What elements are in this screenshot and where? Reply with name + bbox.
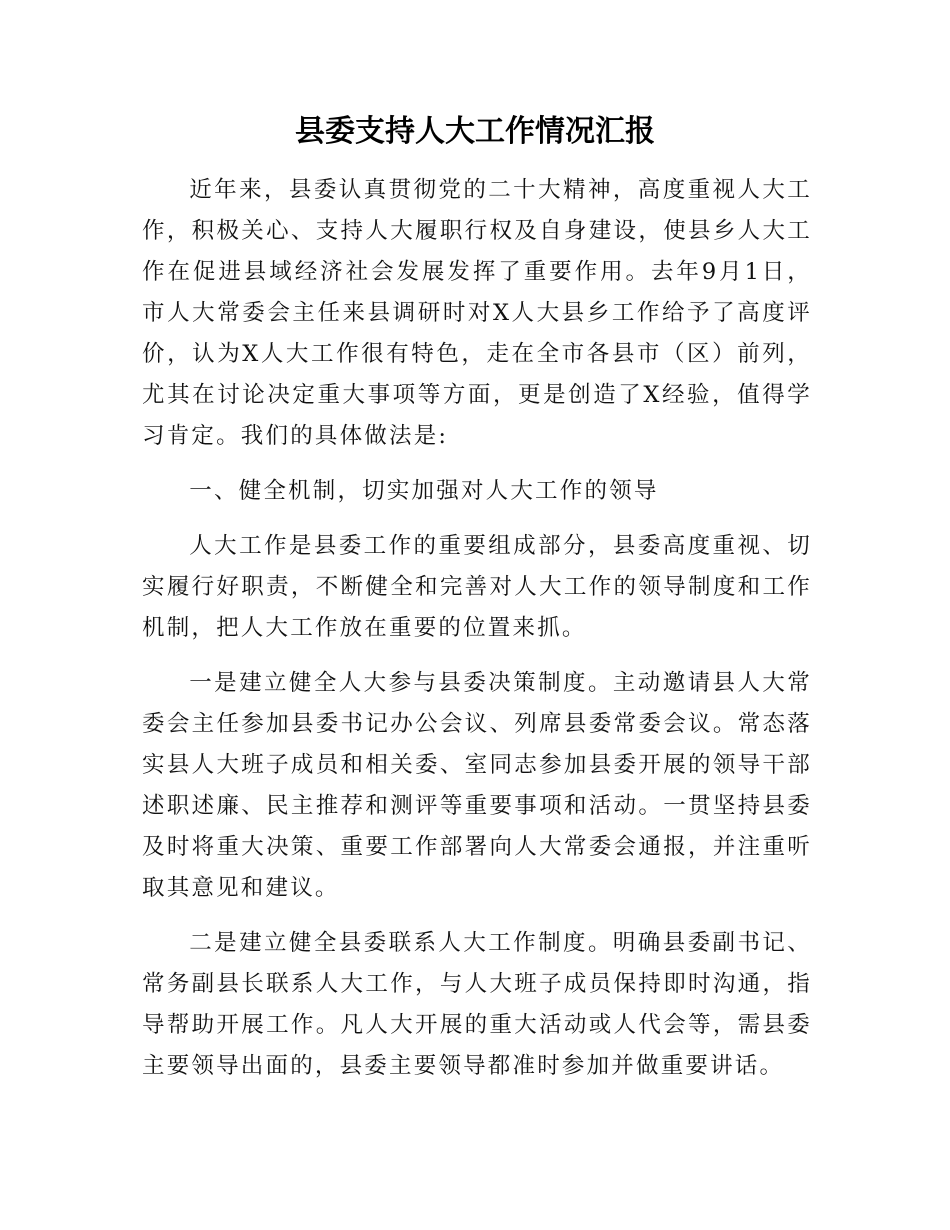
paragraph-intro: 近年来，县委认真贯彻党的二十大精神，高度重视人大工作，积极关心、支持人大履职行权及自身建设，使县乡人大工作在促进县域经济社会发展发挥了重要作用。去年9月1日，市人大常委会主任来县调研时对X人大县乡工作给予了高度评价，认为X人大工作很有特色，走在全市各县市（区）前列，尤其在讨论决定重大事项等方面，更是创造了X经验，值得学习肯定。我们的具体做法是: (142, 177, 812, 449)
document-title: 县委支持人大工作情况汇报 (295, 114, 655, 149)
paragraph-point-2: 二是建立健全县委联系人大工作制度。明确县委副书记、常务副县长联系人大工作，与人大班子成员保持即时沟通，指导帮助开展工作。凡人大开展的重大活动或人代会等，需县委主要领导出面的，县委主要领导都准时参加并做重要讲话。 (142, 930, 812, 1079)
document-body (142, 170, 812, 1101)
paragraph-section-1-overview: 人大工作是县委工作的重要组成部分，县委高度重视、切实履行好职责，不断健全和完善对人大工作的领导制度和工作机制，把人大工作放在重要的位置来抓。 (142, 533, 812, 641)
paragraph-point-1: 一是建立健全人大参与县委决策制度。主动邀请县人大常委会主任参加县委书记办公会议、列席县委常委会议。常态落实县人大班子成员和相关委、室同志参加县委开展的领导干部述职述廉、民主推荐和测评等重要事项和活动。一贯坚持县委及时将重大决策、重要工作部署向人大常委会通报，并注重听取其意见和建议。 (142, 670, 812, 901)
section-heading-1: 一、健全机制，切实加强对人大工作的领导 (189, 478, 659, 504)
